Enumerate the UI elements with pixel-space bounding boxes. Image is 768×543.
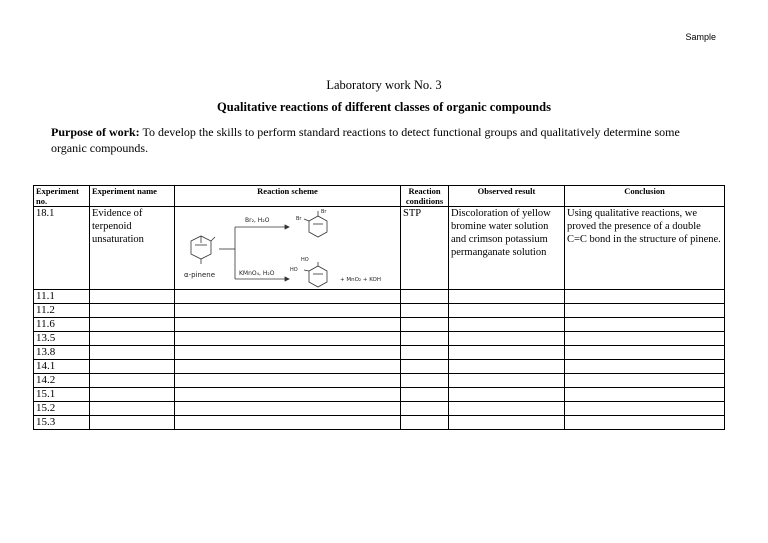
experiment-number: 15.2 [34, 402, 90, 416]
experiment-number: 14.2 [34, 374, 90, 388]
experiment-number: 11.6 [34, 318, 90, 332]
purpose-paragraph [51, 124, 711, 156]
br-label-top: Br [321, 209, 327, 215]
header-reaction-scheme: Reaction scheme [175, 186, 401, 207]
table-row [34, 290, 725, 304]
results-table [33, 185, 725, 430]
experiment-number: 11.1 [34, 290, 90, 304]
reagent-bottom: KMnO₄, H₂O [239, 270, 275, 277]
diol-product-structure [304, 262, 327, 287]
reaction-scheme-drawing [175, 207, 399, 289]
table-row [34, 374, 725, 388]
table-row [34, 332, 725, 346]
br-label-left: Br [296, 216, 302, 222]
table-header-row [34, 186, 725, 207]
document-subtitle: Qualitative reactions of different classes of organic compounds [217, 100, 551, 114]
table-row [34, 304, 725, 318]
table-row [34, 388, 725, 402]
pinene-structure [191, 236, 215, 264]
table-row [34, 346, 725, 360]
table-row [34, 360, 725, 374]
ho-label-left: HO [290, 267, 298, 273]
header-experiment-no: Experiment no. [34, 186, 90, 207]
table-row [34, 416, 725, 430]
header-experiment-name: Experiment name [90, 186, 175, 207]
experiment-number: 11.2 [34, 304, 90, 318]
table-row [34, 402, 725, 416]
reagent-top: Br₂, H₂O [245, 217, 270, 224]
conclusion: Using qualitative reactions, we proved the presence of a double C=C bond in the structure of pinene. [565, 207, 725, 290]
reaction-conditions: STP [401, 207, 449, 290]
byproducts: + MnO₂ + KOH [340, 277, 381, 283]
experiment-name: Evidence of terpenoid unsaturation [90, 207, 175, 290]
reaction-scheme [175, 207, 401, 290]
table-row [34, 318, 725, 332]
header-observed-result: Observed result [449, 186, 565, 207]
purpose-text: To develop the skills to perform standard reactions to detect functional groups and qualitatively determine some organic compounds. [51, 125, 680, 155]
experiment-number: 13.5 [34, 332, 90, 346]
purpose-label: Purpose of work: [51, 125, 140, 139]
table-row [34, 207, 725, 290]
sample-label: Sample [685, 32, 716, 42]
experiment-number: 15.1 [34, 388, 90, 402]
experiment-number: 18.1 [34, 207, 90, 290]
document-title: Laboratory work No. 3 [326, 78, 442, 92]
reactant-label: α-pinene [184, 271, 216, 279]
header-reaction-conditions: Reaction conditions [401, 186, 449, 207]
experiment-number: 14.1 [34, 360, 90, 374]
experiment-number: 15.3 [34, 416, 90, 430]
header-conclusion: Conclusion [565, 186, 725, 207]
experiment-number: 13.8 [34, 346, 90, 360]
ho-label-top: HO [301, 257, 309, 263]
observed-result: Discoloration of yellow bromine water solution and crimson potassium permanganate solution [449, 207, 565, 290]
